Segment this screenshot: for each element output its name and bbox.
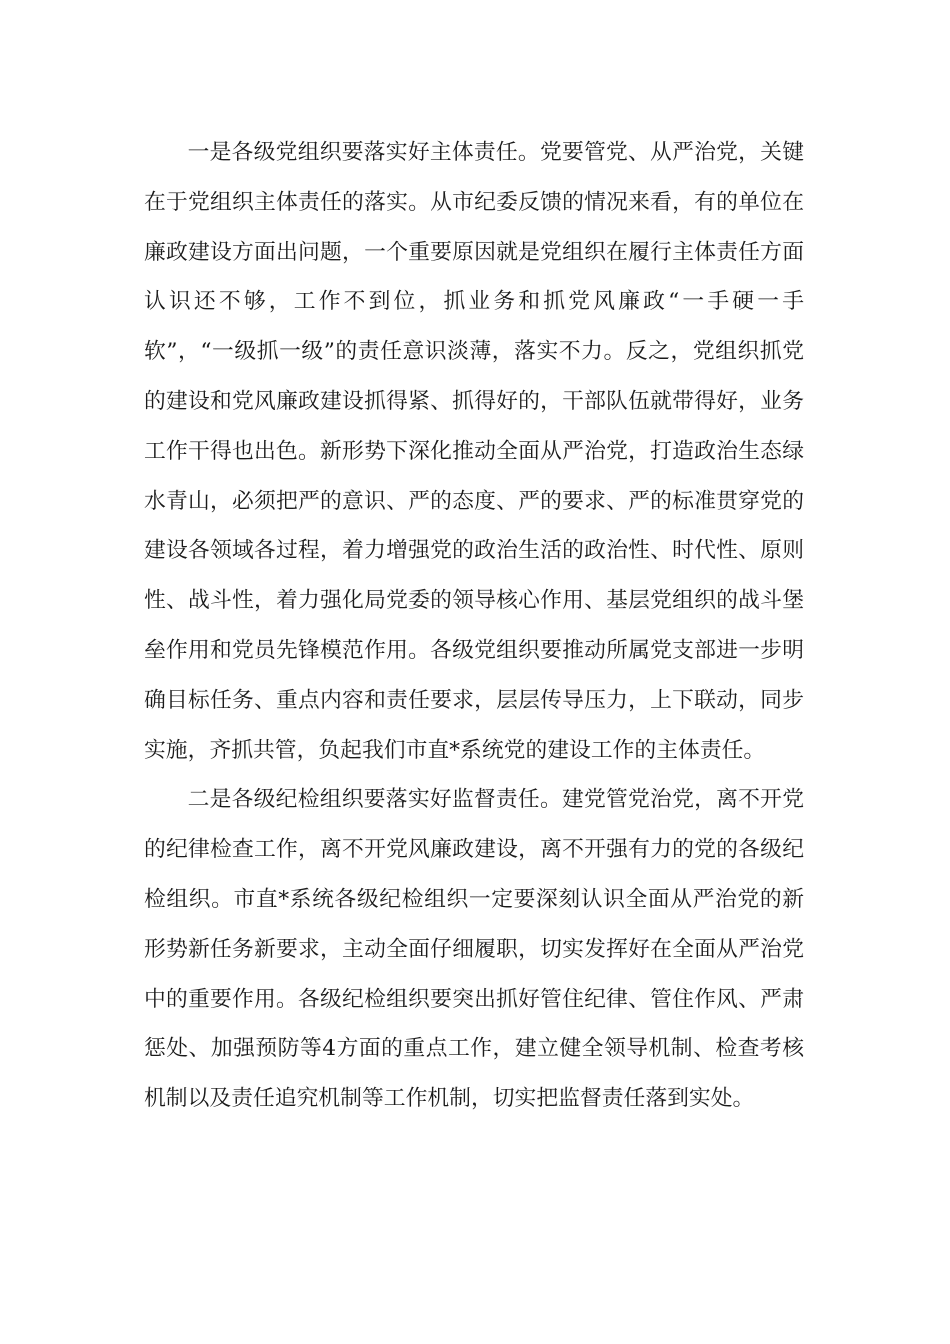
paragraph-party-organization-responsibility: 一是各级党组织要落实好主体责任。党要管党、从严治党，关键在于党组织主体责任的落实。从市纪委反馈的情况来看，有的单位在廉政建设方面出问题，一个重要原因就是党组织在履行主体责任方面认识还不够，工作不到位，抓业务和抓党风廉政“一手硬一手软”，“一级抓一级”的责任意识淡薄，落实不力。反之，党组织抓党的建设和党风廉政建设抓得紧、抓得好的，干部队伍就带得好，业务工作干得也出色。新形势下深化推动全面从严治党，打造政治生态绿水青山，必须把严的意识、严的态度、严的要求、严的标准贯穿党的建设各领域各过程，着力增强党的政治生活的政治性、时代性、原则性、战斗性，着力强化局党委的领导核心作用、基层党组织的战斗堡垒作用和党员先锋模范作用。各级党组织要推动所属党支部进一步明确目标任务、重点内容和责任要求，层层传导压力，上下联动，同步实施，齐抓共管，负起我们市直*系统党的建设工作的主体责任。 [144,140,804,763]
paragraph-discipline-inspection-responsibility: 二是各级纪检组织要落实好监督责任。建党管党治党，离不开党的纪律检查工作，离不开党风廉政建设，离不开强有力的党的各级纪检组织。市直*系统各级纪检组织一定要深刻认识全面从严治党的新形势新任务新要求，主动全面仔细履职，切实发挥好在全面从严治党中的重要作用。各级纪检组织要突出抓好管住纪律、管住作风、严肃惩处、加强预防等4方面的重点工作，建立健全领导机制、检查考核机制以及责任追究机制等工作机制，切实把监督责任落到实处。 [144,787,804,1112]
document-body [144,128,804,1124]
